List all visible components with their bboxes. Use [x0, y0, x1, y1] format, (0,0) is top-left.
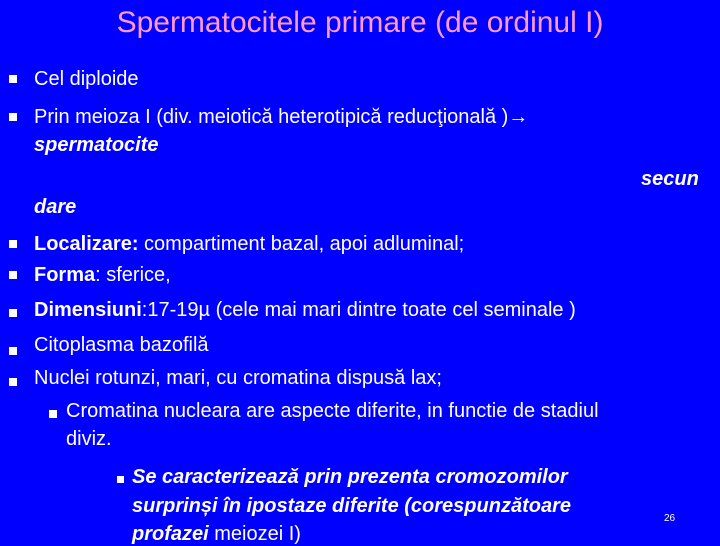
- bullet-forma: [34, 263, 171, 287]
- bullet-text-continued: dare: [34, 196, 77, 218]
- bullet-text: : sferice,: [95, 264, 171, 286]
- bullet-localizare: [34, 232, 464, 256]
- sub-bullet-marker: [49, 410, 57, 418]
- bullet-text: compartiment bazal, apoi adluminal;: [138, 233, 465, 255]
- bullet-text-continued: secun: [641, 168, 699, 190]
- bullet-marker: [9, 240, 17, 248]
- sub-sub-bullet-text-continued: surprinși în ipostaze diferite (corespunzătoare: [132, 495, 571, 517]
- emphasis-text: profazei: [132, 523, 209, 545]
- bullet-text: :17-19µ (cele mai mari dintre toate cel seminale ): [141, 299, 576, 321]
- bullet-label: Dimensiuni: [34, 299, 142, 321]
- bullet-marker: [9, 309, 17, 317]
- bullet-marker: [9, 378, 17, 386]
- page-number: 26: [664, 513, 676, 524]
- bullet-text: Citoplasma bazofilă: [34, 334, 209, 356]
- bullet-text: Cel diploide: [34, 68, 139, 90]
- plain-text: meiozei I): [208, 523, 301, 545]
- slide-title: Spermatocitele primare (de ordinul I): [116, 6, 604, 39]
- bullet-marker: [9, 347, 17, 355]
- sub-bullet-text-continued: diviz.: [66, 428, 112, 450]
- bullet-marker: [9, 113, 17, 121]
- sub-bullet-text: Cromatina nucleara are aspecte diferite, in functie de stadiul: [66, 400, 599, 422]
- bullet-text: Prin meioza I (div. meiotică heterotipică reducţională )→: [34, 106, 529, 128]
- bullet-marker: [9, 271, 17, 279]
- bullet-text-continued: spermatocite: [34, 134, 159, 156]
- bullet-dimensiuni: [34, 298, 576, 322]
- bullet-label: Forma: [34, 264, 96, 286]
- sub-sub-bullet-text: Se caracterizează prin prezenta cromozomilor: [132, 466, 568, 488]
- bullet-text: Nuclei rotunzi, mari, cu cromatina dispusă lax;: [34, 367, 442, 389]
- bullet-marker: [9, 75, 17, 83]
- bullet-label: Localizare:: [34, 233, 139, 255]
- sub-sub-bullet-marker: [117, 476, 124, 483]
- sub-sub-bullet-text-continued: [132, 522, 301, 546]
